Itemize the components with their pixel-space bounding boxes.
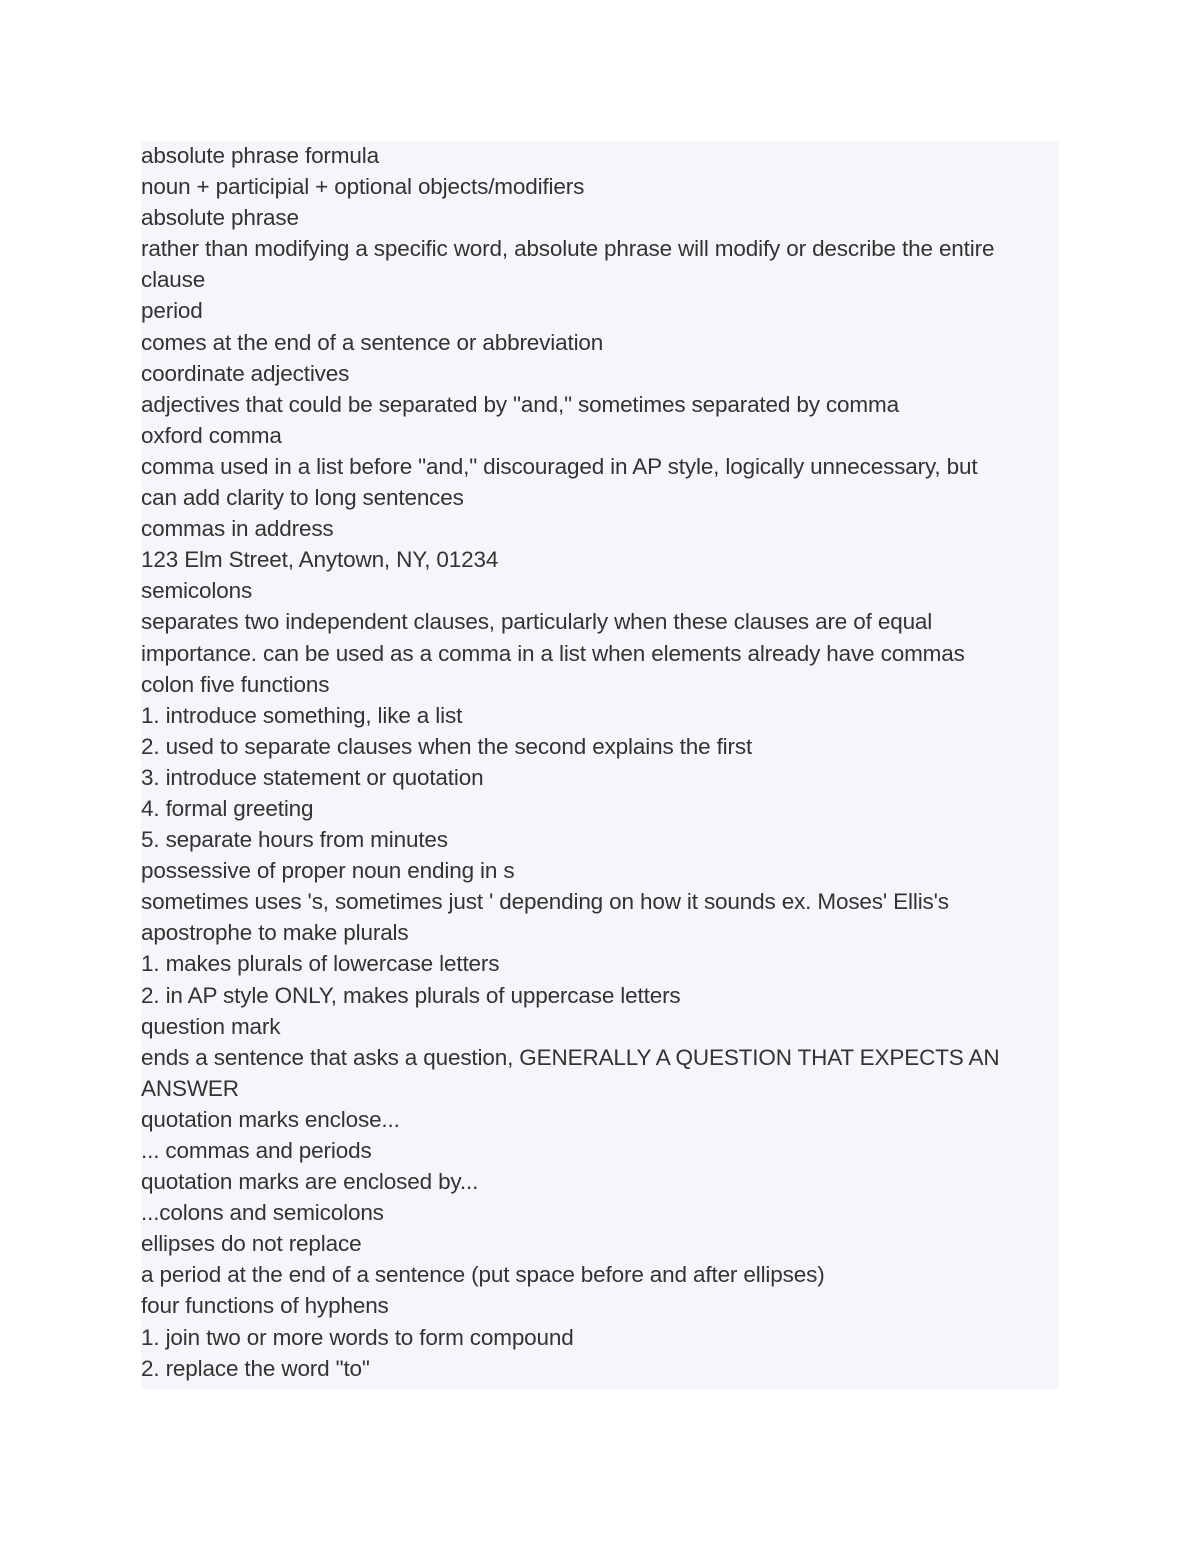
text-line: possessive of proper noun ending in s (141, 858, 515, 884)
text-line: coordinate adjectives (141, 360, 350, 386)
text-line: a period at the end of a sentence (put space before and after ellipses) (141, 1262, 825, 1288)
text-line: ...colons and semicolons (141, 1200, 384, 1226)
text-line: importance. can be used as a comma in a list when elements already have commas (141, 640, 965, 666)
text-line: four functions of hyphens (141, 1293, 389, 1319)
text-line: 1. introduce something, like a list (141, 702, 463, 728)
text-line: quotation marks enclose... (141, 1106, 400, 1132)
text-line: noun + participial + optional objects/modifiers (141, 174, 585, 200)
text-line: quotation marks are enclosed by... (141, 1169, 479, 1195)
text-line: question mark (141, 1013, 281, 1039)
text-line: separates two independent clauses, particularly when these clauses are of equal (141, 609, 933, 635)
text-line: period (141, 298, 203, 324)
text-line: comes at the end of a sentence or abbreviation (141, 329, 604, 355)
text-line: 2. in AP style ONLY, makes plurals of uppercase letters (141, 982, 681, 1008)
text-line: ends a sentence that asks a question, GENERALLY A QUESTION THAT EXPECTS AN (141, 1044, 1000, 1070)
text-line: ... commas and periods (141, 1138, 372, 1163)
text-line: commas in address (141, 516, 334, 542)
text-line: clause (141, 267, 206, 293)
text-line: absolute phrase (141, 205, 299, 231)
text-line: oxford comma (141, 422, 282, 448)
text-line: ellipses do not replace (141, 1231, 362, 1257)
text-line: 1. makes plurals of lowercase letters (141, 951, 500, 977)
text-line: 3. introduce statement or quotation (141, 764, 484, 790)
document-body (141, 140, 1059, 1384)
text-line: apostrophe to make plurals (141, 920, 409, 946)
text-line: 5. separate hours from minutes (141, 827, 448, 853)
text-line: 123 Elm Street, Anytown, NY, 01234 (141, 547, 499, 573)
text-line: sometimes uses 's, sometimes just ' depending on how it sounds ex. Moses' Ellis's (141, 889, 949, 915)
text-line: absolute phrase formula (141, 143, 379, 168)
text-line: semicolons (141, 578, 253, 604)
text-line: 4. formal greeting (141, 795, 314, 821)
text-line: 2. replace the word "to" (141, 1355, 370, 1381)
text-line: ANSWER (141, 1075, 239, 1101)
text-line: rather than modifying a specific word, absolute phrase will modify or describe the entire (141, 236, 995, 262)
text-line: can add clarity to long sentences (141, 485, 464, 511)
text-line: 2. used to separate clauses when the second explains the first (141, 733, 753, 759)
text-line: 1. join two or more words to form compound (141, 1324, 574, 1350)
text-line: colon five functions (141, 671, 330, 697)
text-line: adjectives that could be separated by "and," sometimes separated by comma (141, 391, 899, 417)
text-line: comma used in a list before "and," discouraged in AP style, logically unnecessary, but (141, 453, 978, 479)
